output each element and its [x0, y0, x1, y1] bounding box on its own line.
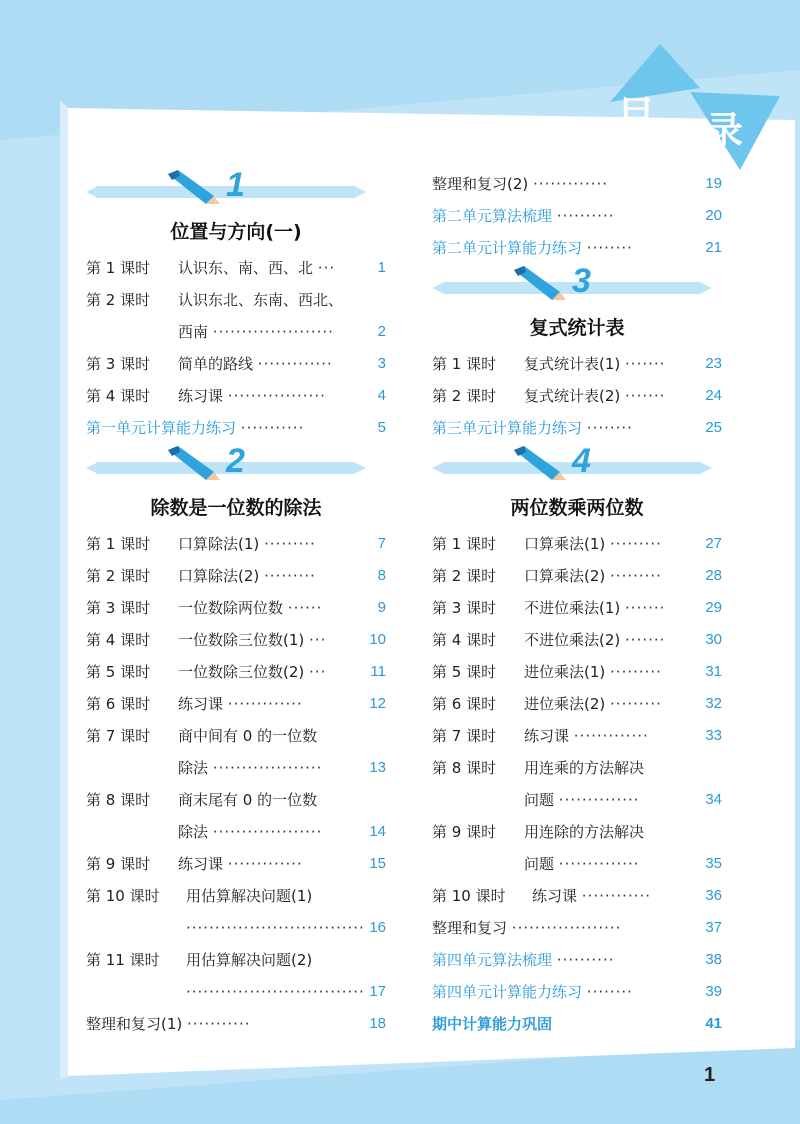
page-ref: 28 — [705, 567, 722, 584]
toc-entry-midterm[interactable]: 期中计算能力巩固 41 — [432, 1008, 722, 1040]
toc-entry[interactable]: 第 10 课时 练习课 ············ 36 — [432, 880, 722, 912]
toc-entry[interactable]: 第 10 课时 用估算解决问题(1) — [86, 887, 313, 905]
toc-entry[interactable]: 整理和复习(2) ············· 19 — [432, 168, 722, 200]
toc-entry[interactable]: 第 4 课时 练习课 ················· 4 — [86, 380, 386, 412]
page-ref: 34 — [705, 791, 722, 808]
unit-2-banner — [86, 444, 386, 492]
page-ref: 11 — [370, 663, 386, 680]
page-ref: 12 — [369, 695, 386, 712]
page-ref: 27 — [705, 535, 722, 552]
unit-1-title: 位置与方向(一) — [170, 221, 302, 243]
page-ref: 21 — [705, 239, 722, 256]
toc-entry-continued[interactable]: ······························· 17 — [86, 976, 386, 1008]
toc-entry[interactable]: 第 1 课时 认识东、南、西、北 ··· 1 — [86, 252, 386, 284]
page-ref: 2 — [377, 323, 386, 340]
page-ref: 13 — [369, 759, 386, 776]
toc-entry[interactable]: 第 3 课时 一位数除两位数 ······ 9 — [86, 592, 386, 624]
page-ref: 29 — [705, 599, 722, 616]
page-ref: 23 — [705, 355, 722, 372]
page-ref: 7 — [377, 535, 386, 552]
pencil-icon — [512, 446, 568, 482]
page-ref: 41 — [705, 1015, 722, 1032]
page-ref: 19 — [705, 175, 722, 192]
toc-entry-continued[interactable]: ······························· 16 — [86, 912, 386, 944]
page-ref: 24 — [705, 387, 722, 404]
toc-entry[interactable]: 第 8 课时 用连乘的方法解决 — [432, 759, 645, 777]
toc-entry-practice[interactable]: 第一单元计算能力练习 ··········· 5 — [86, 412, 386, 444]
toc-entry[interactable]: 第 9 课时 用连除的方法解决 — [432, 823, 645, 841]
toc-title-char-2: 录 — [705, 109, 744, 153]
toc-entry[interactable]: 第 8 课时 商末尾有 0 的一位数 — [86, 791, 318, 809]
page-ref: 35 — [705, 855, 722, 872]
page-ref: 20 — [705, 207, 722, 224]
toc-entry-continued[interactable]: 除法 ··················· 14 — [86, 816, 386, 848]
page-ref: 32 — [705, 695, 722, 712]
pencil-icon — [166, 446, 222, 482]
toc-entry[interactable]: 第 1 课时 复式统计表(1) ······· 23 — [432, 348, 722, 380]
toc-entry[interactable]: 第 3 课时 简单的路线 ············· 3 — [86, 348, 386, 380]
page-ref: 37 — [705, 919, 722, 936]
toc-entry-practice[interactable]: 第二单元计算能力练习 ········ 21 — [432, 232, 722, 264]
toc-entry-continued[interactable]: 西南 ····················· 2 — [86, 316, 386, 348]
unit-4-title: 两位数乘两位数 — [510, 497, 644, 519]
unit-1-banner — [86, 168, 386, 216]
unit-4-number: 4 — [572, 442, 591, 480]
unit-2-title: 除数是一位数的除法 — [150, 497, 322, 519]
toc-entry[interactable]: 第 3 课时 不进位乘法(1) ······· 29 — [432, 592, 722, 624]
page-ref: 39 — [705, 983, 722, 1000]
toc-entry[interactable]: 第 4 课时 一位数除三位数(1) ··· 10 — [86, 624, 386, 656]
page-number: 1 — [704, 1064, 716, 1086]
unit-3-banner — [432, 264, 722, 312]
toc-entry[interactable]: 第 1 课时 口算除法(1) ········· 7 — [86, 528, 386, 560]
toc-entry[interactable]: 第 7 课时 商中间有 0 的一位数 — [86, 727, 318, 745]
pencil-icon — [512, 266, 568, 302]
page-ref: 5 — [377, 419, 386, 436]
toc-entry[interactable]: 整理和复习(1) ··········· 18 — [86, 1008, 386, 1040]
page-ref: 17 — [369, 983, 386, 1000]
toc-entry[interactable]: 第 5 课时 一位数除三位数(2) ··· 11 — [86, 656, 386, 688]
toc-column-left — [86, 168, 386, 1040]
page-ref: 33 — [705, 727, 722, 744]
unit-3-title: 复式统计表 — [529, 317, 625, 339]
toc-entry-practice[interactable]: 第四单元计算能力练习 ········ 39 — [432, 976, 722, 1008]
toc-entry-practice[interactable]: 第三单元计算能力练习 ········ 25 — [432, 412, 722, 444]
page-ref: 9 — [377, 599, 386, 616]
page-ref: 10 — [369, 631, 386, 648]
toc-entry[interactable]: 第 6 课时 练习课 ············· 12 — [86, 688, 386, 720]
toc-entry[interactable]: 第 11 课时 用估算解决问题(2) — [86, 951, 313, 969]
toc-entry[interactable]: 第 5 课时 进位乘法(1) ········· 31 — [432, 656, 722, 688]
toc-entry[interactable]: 第 6 课时 进位乘法(2) ········· 32 — [432, 688, 722, 720]
page-ref: 30 — [705, 631, 722, 648]
toc-entry[interactable]: 第 4 课时 不进位乘法(2) ······· 30 — [432, 624, 722, 656]
toc-entry[interactable]: 第 2 课时 口算乘法(2) ········· 28 — [432, 560, 722, 592]
unit-1-number: 1 — [226, 166, 245, 204]
toc-entry-review[interactable]: 第二单元算法梳理 ·········· 20 — [432, 200, 722, 232]
toc-entry[interactable]: 第 1 课时 口算乘法(1) ········· 27 — [432, 528, 722, 560]
toc-entry[interactable]: 第 2 课时 复式统计表(2) ······· 24 — [432, 380, 722, 412]
toc-entry-review[interactable]: 第四单元算法梳理 ·········· 38 — [432, 944, 722, 976]
page-ref: 15 — [369, 855, 386, 872]
pencil-icon — [166, 170, 222, 206]
toc-title-char-1: 目 — [617, 93, 656, 137]
page-ref: 31 — [705, 663, 722, 680]
unit-3-number: 3 — [572, 262, 591, 300]
page-ref: 18 — [369, 1015, 386, 1032]
toc-entry-continued[interactable]: 除法 ··················· 13 — [86, 752, 386, 784]
page-ref: 25 — [705, 419, 722, 436]
toc-entry-continued[interactable]: 问题 ·············· 34 — [432, 784, 722, 816]
unit-2-number: 2 — [226, 442, 245, 480]
page-ref: 14 — [369, 823, 386, 840]
page-ref: 16 — [369, 919, 386, 936]
page-ref: 1 — [377, 259, 386, 276]
toc-entry-continued[interactable]: 问题 ·············· 35 — [432, 848, 722, 880]
toc-entry[interactable]: 第 2 课时 认识东北、东南、西北、 — [86, 291, 344, 309]
page-ref: 4 — [377, 387, 386, 404]
page-ref: 3 — [377, 355, 386, 372]
toc-column-right — [432, 168, 722, 1040]
toc-entry[interactable]: 整理和复习 ··················· 37 — [432, 912, 722, 944]
page-ref: 8 — [377, 567, 386, 584]
toc-entry[interactable]: 第 9 课时 练习课 ············· 15 — [86, 848, 386, 880]
page-ref: 38 — [705, 951, 722, 968]
toc-entry[interactable]: 第 7 课时 练习课 ············· 33 — [432, 720, 722, 752]
unit-4-banner — [432, 444, 722, 492]
page-ref: 36 — [705, 887, 722, 904]
toc-entry[interactable]: 第 2 课时 口算除法(2) ········· 8 — [86, 560, 386, 592]
